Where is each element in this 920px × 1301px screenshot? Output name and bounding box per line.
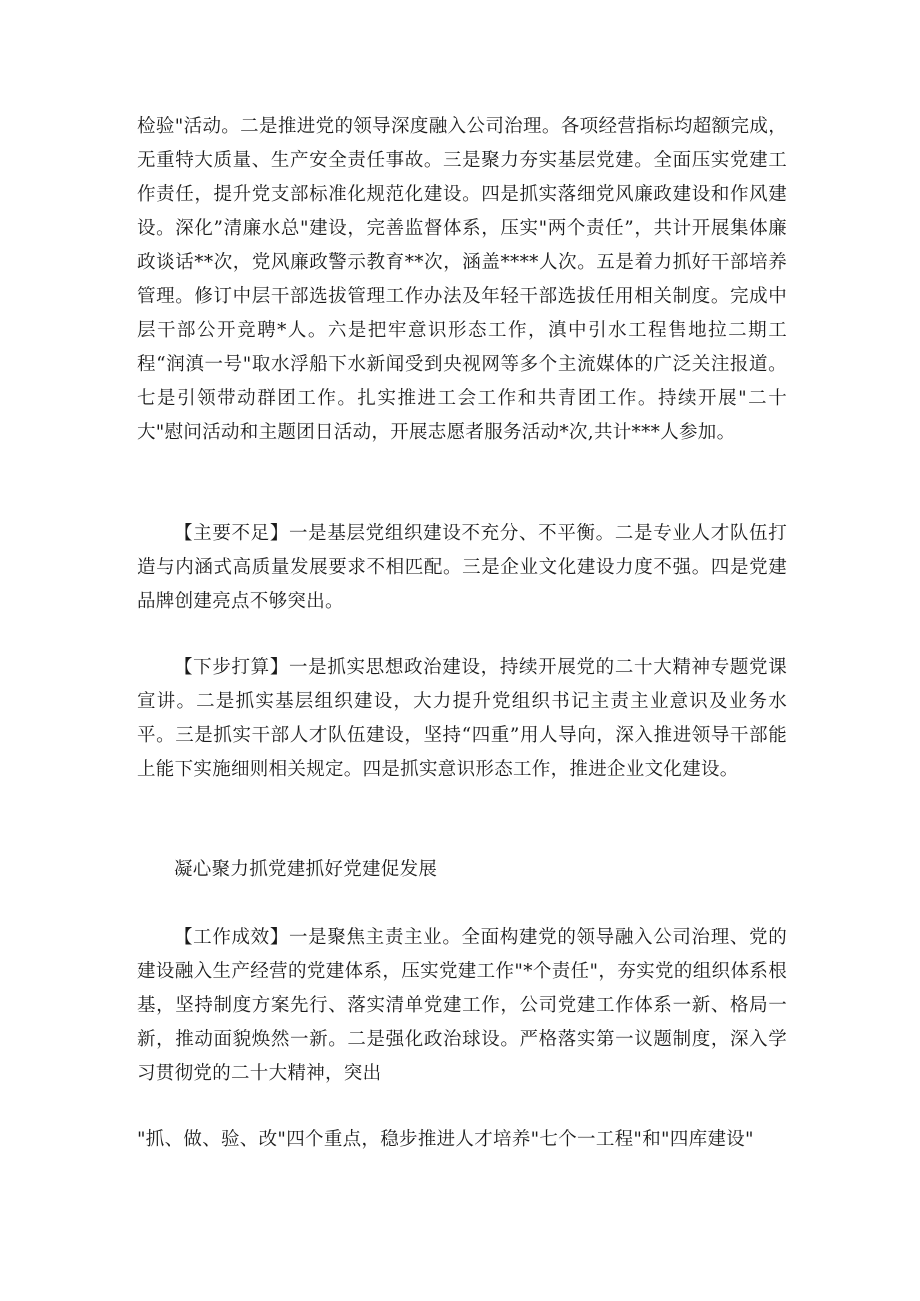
paragraph-work-results-continued: "抓、做、验、改"四个重点，稳步推进人才培养"七个一工程"和"四库建设" bbox=[137, 1129, 754, 1150]
paragraph-main-shortcomings: 【主要不足】一是基层党组织建设不充分、不平衡。二是专业人才队伍打造与内涵式高质量发展要求不相匹配。三是企业文化建设力度不强。四是党建品牌创建亮点不够突出。 bbox=[137, 523, 787, 612]
paragraph-work-results: 【工作成效】一是聚焦主责主业。全面构建党的领导融入公司治理、党的建设融入生产经营的党建体系，压实党建工作"*个责任"，夯实党的组织体系根基，坚持制度方案先行、落实清单党建工作，公司党建工作体系一新、格局一新，推动面貌焕然一新。二是强化政治球设。严格落实第一议题制度，深入学习贯彻党的二十大精神，突出 bbox=[137, 927, 787, 1084]
paragraph-next-steps: 【下步打算】一是抓实思想政治建设，持续开展党的二十大精神专题党课宣讲。二是抓实基层组织建设，大力提升党组织书记主责主业意识及业务水平。三是抓实干部人才队伍建设，坚持“四重”用人导向，深入推进领导干部能上能下实施细则相关规定。四是抓实意识形态工作，推进企业文化建设。 bbox=[137, 657, 787, 780]
section-heading: 凝心聚力抓党建抓好党建促发展 bbox=[174, 859, 438, 880]
paragraph-achievements-continued: 检验"活动。二是推进党的领导深度融入公司治理。各项经营指标均超额完成，无重特大质量、生产安全责任事故。三是聚力夯实基层党建。全面压实党建工作责任，提升党支部标准化规范化建设。四是抓实落细党风廉政建设和作风建设。深化”清廉水总"建设，完善监督体系，压实"两个责任”，共计开展集体廉政谈话**次，党风廉政警示教育**次，涵盖****人次。五是着力抓好干部培养管理。修订中层干部选拔管理工作办法及年轻干部选拔任用相关制度。完成中层干部公开竞聘*人。六是把牢意识形态工作，滇中引水工程售地拉二期工程“润滇一号"取水浮船下水新闻受到央视网等多个主流媒体的广泛关注报道。七是引领带动群团工作。扎实推进工会工作和共青团工作。持续开展"二十大"慰问活动和主题团日活动，开展志愿者服务活动*次,共计***人参加。 bbox=[137, 116, 787, 443]
